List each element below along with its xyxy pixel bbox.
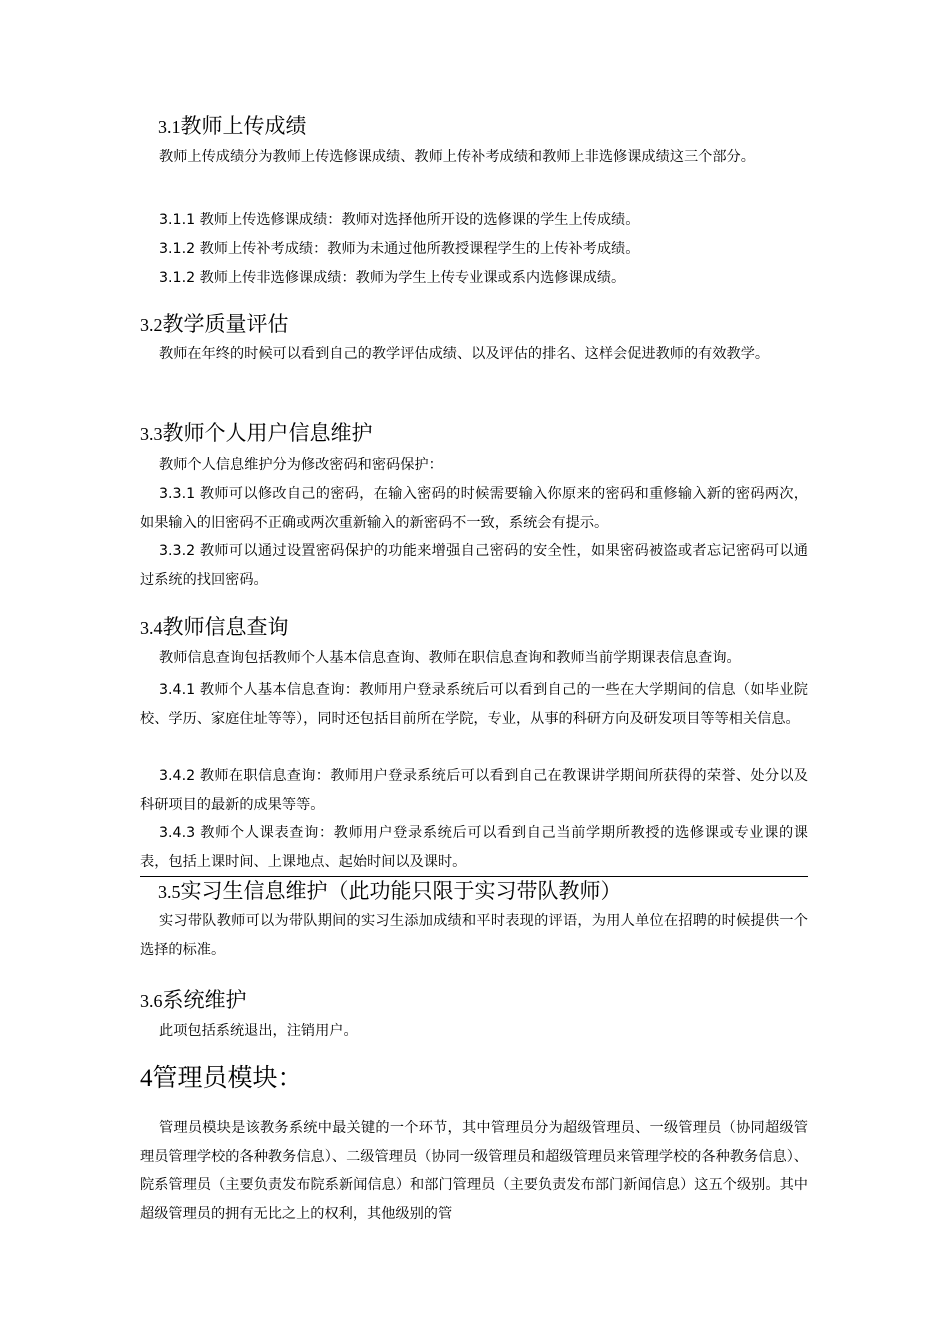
section-number: 3.2 xyxy=(140,315,163,335)
paragraph-4-intro: 管理员模块是该教务系统中最关键的一个环节，其中管理员分为超级管理员、一级管理员（协同超级管理员管理学校的各种教务信息）、二级管理员（协同一级管理员和超级管理员来管理学校的各种教务信息）、院系管理员（主要负责发布院系新闻信息）和部门管理员（主要负责发布部门新闻信息）这五个级别。其中超级管理员的拥有无比之上的权利，其他级别的管 xyxy=(140,1120,808,1222)
paragraph-3-1-1: 3.1.1 教师上传选修课成绩：教师对选择他所开设的选修课的学生上传成绩。 xyxy=(159,212,640,228)
section-number: 3.6 xyxy=(140,991,163,1011)
section-title: 实习生信息维护（此功能只限于实习带队教师） xyxy=(180,879,622,903)
chapter-title: 管理员模块： xyxy=(152,1063,303,1092)
paragraph-3-4-1: 3.4.1 教师个人基本信息查询：教师用户登录系统后可以看到自己的一些在大学期间的信息（如毕业院校、学历、家庭住址等等），同时还包括目前所在学院，专业，从事的科研方向及研发项目等等相关信息。 xyxy=(140,682,808,727)
section-number: 3.3 xyxy=(140,424,163,444)
section-title: 教学质量评估 xyxy=(162,312,289,336)
section-heading-3-6 xyxy=(140,986,247,1015)
section-title: 教师上传成绩 xyxy=(180,114,307,138)
section-title: 教师个人用户信息维护 xyxy=(162,421,373,445)
paragraph-3-6-intro: 此项包括系统退出，注销用户。 xyxy=(159,1023,358,1039)
section-title: 教师信息查询 xyxy=(162,615,289,639)
paragraph-3-4-intro: 教师信息查询包括教师个人基本信息查询、教师在职信息查询和教师当前学期课表信息查询。 xyxy=(159,650,741,666)
paragraph-3-3-intro: 教师个人信息维护分为修改密码和密码保护： xyxy=(159,457,443,473)
paragraph-3-1-intro: 教师上传成绩分为教师上传选修课成绩、教师上传补考成绩和教师上非选修课成绩这三个部分。 xyxy=(159,149,755,165)
paragraph-3-1-2: 3.1.2 教师上传补考成绩：教师为未通过他所教授课程学生的上传补考成绩。 xyxy=(159,241,640,257)
chapter-number: 4 xyxy=(140,1065,153,1092)
paragraph-3-4-3: 3.4.3 教师个人课表查询：教师用户登录系统后可以看到自己当前学期所教授的选修课或专业课的课表，包括上课时间、上课地点、起始时间以及课时。 xyxy=(140,825,808,870)
section-heading-3-3 xyxy=(140,419,373,448)
section-number: 3.1 xyxy=(158,117,181,137)
paragraph-3-2-intro: 教师在年终的时候可以看到自己的教学评估成绩、以及评估的排名、这样会促进教师的有效教学。 xyxy=(159,346,770,362)
section-heading-3-2 xyxy=(140,310,289,339)
paragraph-3-4-2: 3.4.2 教师在职信息查询：教师用户登录系统后可以看到自己在教课讲学期间所获得的荣誉、处分以及科研项目的最新的成果等等。 xyxy=(140,768,808,813)
paragraph-3-1-2b: 3.1.2 教师上传非选修课成绩：教师为学生上传专业课或系内选修课成绩。 xyxy=(159,270,626,286)
paragraph-3-3-1: 3.3.1 教师可以修改自己的密码，在输入密码的时候需要输入你原来的密码和重修输入新的密码两次，如果输入的旧密码不正确或两次重新输入的新密码不一致，系统会有提示。 xyxy=(140,486,808,531)
section-heading-3-5 xyxy=(158,877,622,906)
section-title: 系统维护 xyxy=(162,988,247,1012)
section-number: 3.4 xyxy=(140,618,163,638)
paragraph-3-3-2: 3.3.2 教师可以通过设置密码保护的功能来增强自己密码的安全性，如果密码被盗或者忘记密码可以通过系统的找回密码。 xyxy=(140,543,808,588)
section-heading-3-1 xyxy=(158,112,307,141)
section-heading-3-4 xyxy=(140,613,289,642)
paragraph-3-5-intro: 实习带队教师可以为带队期间的实习生添加成绩和平时表现的评语，为用人单位在招聘的时候提供一个选择的标准。 xyxy=(140,913,808,958)
section-number: 3.5 xyxy=(158,882,181,902)
chapter-heading-4 xyxy=(140,1062,303,1095)
